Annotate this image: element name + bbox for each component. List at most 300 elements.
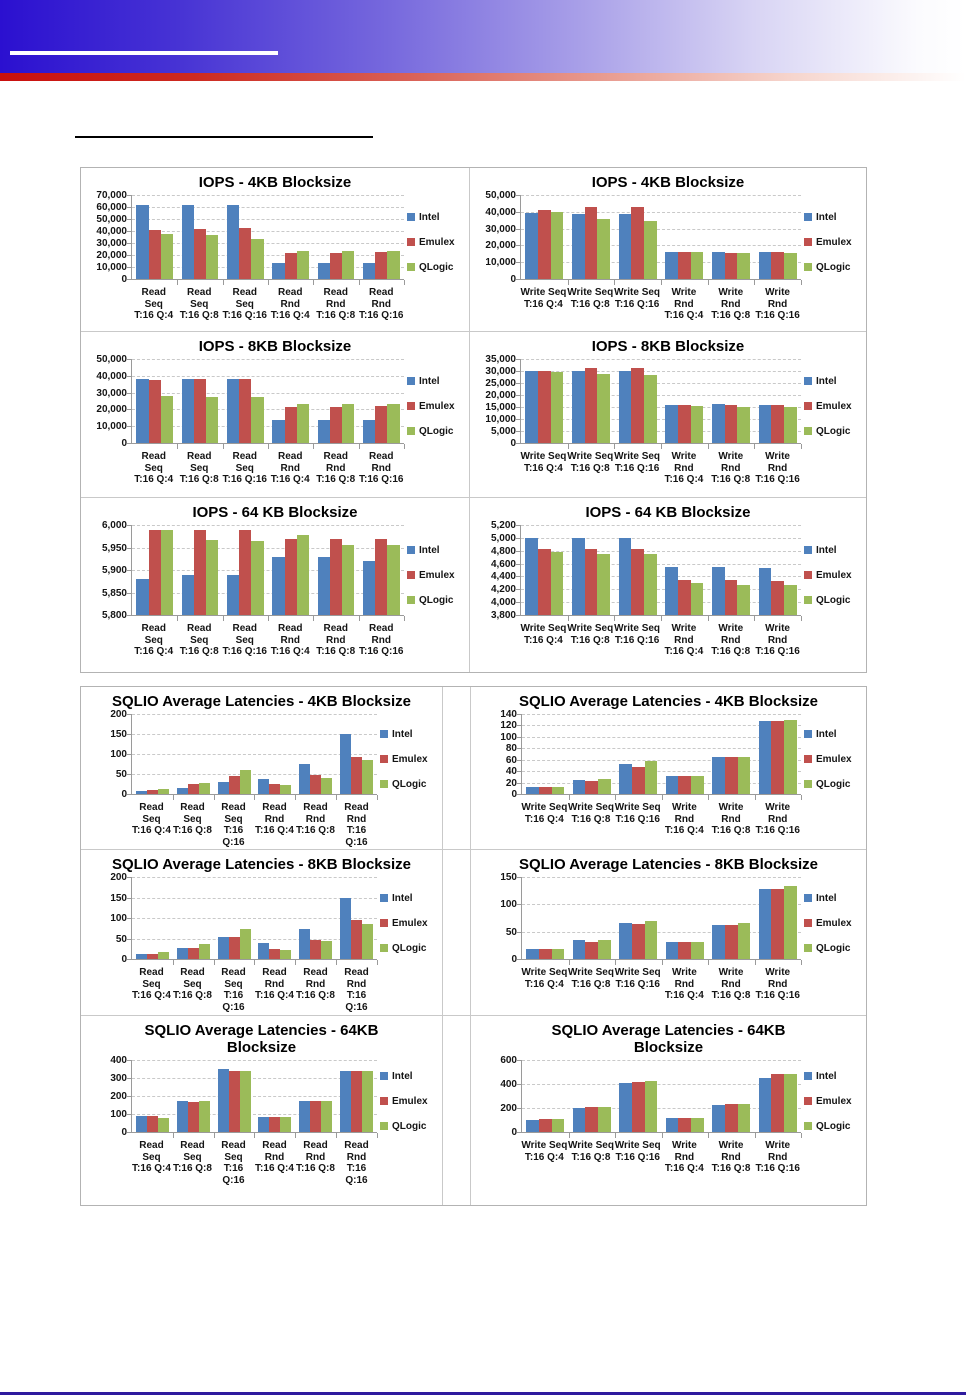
plot-area	[131, 714, 377, 795]
bar-qlogic	[342, 545, 354, 615]
y-axis-tick-label: 150	[110, 892, 127, 904]
bar-group	[708, 1060, 755, 1132]
plot-column	[131, 525, 404, 660]
category-label: Read Seq T:16 Q:16	[221, 967, 246, 1013]
bar-intel	[363, 263, 375, 279]
bar-group	[359, 359, 404, 443]
legend-swatch-icon	[407, 213, 415, 221]
y-axis-tick	[517, 1108, 521, 1109]
y-axis-tick	[517, 760, 521, 761]
bar-intel	[177, 948, 188, 959]
y-axis-tick	[517, 959, 521, 960]
legend-item	[804, 545, 862, 556]
category-label: Read Rnd T:16 Q:4	[255, 967, 294, 1001]
bar-emulex	[194, 530, 206, 616]
legend-label: QLogic	[392, 942, 427, 954]
chart-body	[85, 190, 465, 324]
category-axis	[131, 451, 404, 488]
y-axis-tick	[516, 212, 520, 213]
legend-swatch-icon	[407, 571, 415, 579]
legend-item	[407, 376, 465, 387]
bar-emulex	[285, 407, 297, 443]
legend-item	[407, 595, 465, 606]
bar-group	[662, 877, 709, 959]
bar-groups	[132, 877, 377, 959]
bar-emulex	[585, 549, 598, 615]
category-label: Write Rnd T:16 Q:16	[755, 967, 800, 1001]
chart-body	[85, 709, 438, 850]
bar-emulex	[188, 1102, 199, 1132]
plot-column	[131, 1060, 377, 1188]
category-label: Write Seq T:16 Q:4	[521, 967, 568, 990]
y-axis-tick	[517, 1084, 521, 1085]
bar-qlogic	[552, 949, 565, 959]
bar-qlogic	[161, 396, 173, 443]
y-axis-tick	[127, 898, 131, 899]
y-axis-tick	[127, 1096, 131, 1097]
bar-group	[336, 714, 377, 794]
bar-groups	[521, 195, 801, 279]
bar-qlogic	[251, 397, 263, 443]
bar-qlogic	[387, 404, 399, 443]
y-axis-tick-label: 200	[110, 872, 127, 883]
bar-emulex	[632, 924, 645, 960]
y-axis-tick-label: 5,850	[101, 587, 127, 599]
legend-item	[407, 545, 465, 556]
bar-qlogic	[644, 554, 657, 615]
legend-item	[407, 262, 465, 273]
y-axis-tick-label: 50	[115, 769, 127, 780]
category-label: Write Seq T:16 Q:4	[521, 802, 568, 825]
bar-group	[521, 195, 568, 279]
y-axis-tick	[517, 794, 521, 795]
category-label: Write Seq T:16 Q:16	[614, 623, 661, 646]
legend-item	[804, 893, 862, 904]
bar-emulex	[678, 252, 691, 279]
legend-swatch-icon	[804, 238, 812, 246]
category-axis	[521, 802, 801, 839]
category-label: Write Seq T:16 Q:16	[614, 451, 661, 474]
y-axis	[474, 190, 520, 285]
category-label: Write Rnd T:16 Q:4	[664, 967, 704, 1001]
category-label: Write Rnd T:16 Q:4	[664, 451, 704, 485]
bar-emulex	[539, 1119, 552, 1132]
y-axis-tick-label: 100	[500, 899, 517, 911]
y-axis-tick	[516, 615, 520, 616]
y-axis-tick-label: 50,000	[485, 190, 516, 201]
y-axis-tick	[127, 426, 131, 427]
category-label: Read Seq T:16 Q:16	[221, 1140, 246, 1186]
category-label: Write Rnd T:16 Q:16	[755, 623, 800, 657]
legend	[380, 877, 438, 969]
bar-group	[313, 359, 358, 443]
bar-emulex	[188, 784, 199, 794]
bar-intel	[712, 1105, 725, 1132]
bar-qlogic	[362, 924, 373, 959]
bar-qlogic	[297, 404, 309, 443]
legend-label: Emulex	[419, 569, 455, 581]
bar-intel	[318, 263, 330, 279]
category-label: Read Seq T:16 Q:4	[134, 287, 174, 321]
y-axis-tick-label: 35,000	[485, 354, 516, 365]
bar-group	[754, 195, 801, 279]
y-axis-tick-label: 5,950	[101, 542, 127, 554]
bar-group	[336, 1060, 377, 1132]
bar-groups	[132, 525, 404, 615]
chart-title: IOPS - 64 KB Blocksize	[192, 504, 358, 521]
bar-group	[268, 359, 313, 443]
y-axis-tick-label: 200	[110, 1091, 127, 1102]
y-axis-tick-label: 50	[505, 926, 517, 938]
bar-qlogic	[199, 1101, 210, 1132]
bar-emulex	[149, 230, 161, 279]
bar-qlogic	[645, 761, 658, 794]
bar-qlogic	[551, 372, 564, 443]
y-axis-tick	[516, 407, 520, 408]
bar-groups	[132, 1060, 377, 1132]
bar-group	[359, 525, 404, 615]
plot-area	[131, 195, 404, 280]
bar-emulex	[725, 580, 738, 615]
plot-area	[520, 359, 801, 444]
y-axis-tick-label: 4,000	[490, 597, 516, 609]
category-label: Write Seq T:16 Q:16	[614, 1140, 661, 1163]
bar-intel	[299, 929, 310, 959]
bar-groups	[132, 714, 377, 794]
bar-group	[177, 195, 222, 279]
bar-intel	[136, 205, 148, 279]
y-axis-tick-label: 4,200	[490, 584, 516, 596]
y-axis-tick-label: 4,400	[490, 571, 516, 583]
bar-group	[223, 195, 268, 279]
bar-groups	[522, 1060, 801, 1132]
bar-qlogic	[251, 541, 263, 615]
y-axis-tick	[516, 602, 520, 603]
bar-group	[268, 525, 313, 615]
category-label: Write Rnd T:16 Q:4	[664, 1140, 704, 1174]
legend-item	[804, 237, 862, 248]
y-axis-tick	[516, 538, 520, 539]
bar-intel	[665, 567, 678, 615]
chart-iops-8kb-read	[81, 332, 470, 498]
bar-qlogic	[321, 778, 332, 794]
bar-intel	[227, 575, 239, 616]
chart-title: SQLIO Average Latencies - 64KB Blocksize	[551, 1022, 786, 1056]
iops-charts-box	[80, 167, 867, 673]
category-label: Write Seq T:16 Q:4	[521, 1140, 568, 1163]
bar-qlogic	[387, 545, 399, 615]
bar-intel	[573, 1108, 586, 1132]
bar-qlogic	[738, 923, 751, 959]
y-axis-tick	[516, 443, 520, 444]
sqlio-charts-grid	[81, 687, 866, 1205]
bar-group	[336, 877, 377, 959]
category-axis	[520, 287, 801, 324]
legend-item	[407, 426, 465, 437]
bar-qlogic	[552, 1119, 565, 1132]
legend-item	[804, 401, 862, 412]
legend-item	[804, 779, 862, 790]
plot-area	[131, 525, 404, 616]
bar-emulex	[285, 539, 297, 615]
bar-qlogic	[280, 950, 291, 959]
legend-swatch-icon	[804, 894, 812, 902]
legend-swatch-icon	[380, 755, 388, 763]
chart-iops-64kb-read	[81, 498, 470, 672]
bar-emulex	[310, 775, 321, 794]
bar-group	[569, 1060, 616, 1132]
bar-group	[754, 525, 801, 615]
y-axis-tick	[127, 1060, 131, 1061]
legend-item	[804, 595, 862, 606]
bar-emulex	[771, 581, 784, 615]
legend-item	[407, 212, 465, 223]
category-label: Read Rnd T:16 Q:16	[344, 1140, 369, 1186]
legend-swatch-icon	[380, 1072, 388, 1080]
legend-item	[380, 918, 438, 929]
category-label: Read Seq T:16 Q:8	[179, 287, 219, 321]
bar-emulex	[678, 1118, 691, 1132]
y-axis-tick	[517, 748, 521, 749]
chart-title: IOPS - 8KB Blocksize	[198, 338, 352, 355]
y-axis-tick-label: 30,000	[485, 223, 516, 235]
plot-column	[520, 195, 801, 324]
y-axis-tick	[127, 593, 131, 594]
bar-qlogic	[342, 251, 354, 279]
category-label: Read Seq T:16 Q:16	[222, 623, 267, 657]
y-axis-tick-label: 80	[505, 743, 517, 755]
legend-label: Intel	[816, 211, 837, 223]
y-axis-tick	[517, 725, 521, 726]
legend-label: Emulex	[419, 236, 455, 248]
bar-group	[223, 359, 268, 443]
chart-body	[475, 1055, 862, 1177]
chart-title: SQLIO Average Latencies - 4KB Blocksize	[112, 693, 411, 710]
bar-intel	[665, 405, 678, 443]
y-axis-tick-label: 150	[110, 729, 127, 740]
bar-intel	[619, 538, 632, 616]
category-label: Write Seq T:16 Q:16	[614, 802, 661, 825]
legend-label: Intel	[419, 211, 440, 223]
bar-intel	[619, 923, 632, 959]
bar-intel	[218, 1069, 229, 1132]
y-axis-tick	[127, 376, 131, 377]
category-label: Read Rnd T:16 Q:16	[344, 967, 369, 1013]
legend	[380, 714, 438, 804]
category-label: Read Seq T:16 Q:8	[179, 623, 219, 657]
bar-emulex	[585, 781, 598, 794]
bar-qlogic	[161, 234, 173, 279]
plot-column	[520, 359, 801, 488]
legend-swatch-icon	[380, 780, 388, 788]
chart-iops-4kb-read	[81, 168, 470, 332]
legend	[804, 714, 862, 804]
y-axis-tick-label: 20,000	[485, 390, 516, 401]
y-axis-tick-label: 0	[121, 438, 127, 449]
bar-groups	[132, 359, 404, 443]
y-axis-tick	[516, 589, 520, 590]
y-axis	[85, 190, 131, 285]
bar-emulex	[229, 776, 240, 794]
category-label: Read Seq T:16 Q:4	[132, 802, 171, 836]
bar-emulex	[539, 787, 552, 794]
category-label: Write Seq T:16 Q:8	[568, 967, 614, 990]
bar-qlogic	[362, 1071, 373, 1132]
bar-qlogic	[240, 929, 251, 959]
y-axis-tick-label: 120	[500, 720, 517, 732]
category-axis	[521, 1140, 801, 1177]
chart-iops-4kb-write	[470, 168, 866, 332]
legend-item	[380, 1071, 438, 1082]
bar-emulex	[771, 252, 784, 279]
chart-sqlio-8kb-read	[81, 850, 443, 1016]
bar-group	[214, 1060, 255, 1132]
bar-intel	[526, 949, 539, 959]
bar-qlogic	[784, 720, 797, 794]
legend-label: Intel	[816, 375, 837, 387]
bar-group	[708, 195, 755, 279]
y-axis-tick	[127, 443, 131, 444]
bar-qlogic	[691, 776, 704, 794]
y-axis-tick	[127, 255, 131, 256]
y-axis-tick	[127, 1132, 131, 1133]
bar-group	[614, 525, 661, 615]
bar-qlogic	[240, 1071, 251, 1132]
y-axis-tick-label: 30,000	[96, 238, 127, 249]
legend-label: Emulex	[392, 917, 428, 929]
category-label: Read Rnd T:16 Q:8	[316, 623, 356, 657]
category-label: Write Seq T:16 Q:16	[614, 287, 661, 310]
bar-group	[522, 1060, 569, 1132]
bar-group	[223, 525, 268, 615]
y-axis-tick-label: 400	[500, 1079, 517, 1090]
bar-intel	[218, 782, 229, 794]
plot-area	[131, 1060, 377, 1133]
bar-emulex	[147, 790, 158, 794]
category-label: Write Rnd T:16 Q:8	[711, 967, 751, 1001]
bar-emulex	[269, 784, 280, 794]
legend	[804, 877, 862, 969]
legend-swatch-icon	[380, 919, 388, 927]
category-label: Read Seq T:16 Q:4	[134, 451, 174, 485]
legend-item	[380, 754, 438, 765]
legend-label: QLogic	[419, 261, 454, 273]
category-label: Read Rnd T:16 Q:8	[296, 967, 335, 1001]
bar-group	[755, 714, 802, 794]
category-axis	[521, 967, 801, 1004]
bar-group	[313, 195, 358, 279]
y-axis	[85, 872, 131, 965]
header-white-rule	[10, 51, 278, 55]
legend-swatch-icon	[407, 427, 415, 435]
bar-group	[254, 714, 295, 794]
bar-intel	[712, 404, 725, 443]
category-label: Write Seq T:16 Q:4	[520, 287, 567, 310]
category-label: Read Rnd T:16 Q:4	[270, 623, 310, 657]
category-label: Write Seq T:16 Q:4	[520, 623, 567, 646]
category-label: Write Seq T:16 Q:8	[568, 802, 614, 825]
legend-item	[804, 570, 862, 581]
y-axis-tick	[517, 932, 521, 933]
bar-emulex	[678, 580, 691, 615]
bar-qlogic	[321, 941, 332, 959]
y-axis-tick	[127, 231, 131, 232]
bar-intel	[666, 1118, 679, 1132]
bar-emulex	[678, 405, 691, 443]
chart-sqlio-4kb-read	[81, 687, 443, 850]
y-axis-tick-label: 5,200	[490, 520, 516, 531]
y-axis-tick-label: 0	[511, 1127, 517, 1138]
y-axis-tick-label: 0	[121, 789, 127, 800]
bar-group	[313, 525, 358, 615]
bar-intel	[759, 721, 772, 794]
y-axis-tick-label: 10,000	[96, 262, 127, 273]
y-axis-tick-label: 25,000	[485, 378, 516, 389]
legend-label: Emulex	[392, 1095, 428, 1107]
category-axis	[131, 802, 377, 850]
bar-emulex	[285, 253, 297, 279]
bar-intel	[525, 371, 538, 443]
y-axis-tick-label: 4,600	[490, 558, 516, 570]
y-axis-tick-label: 150	[500, 872, 517, 883]
category-label: Write Rnd T:16 Q:16	[755, 451, 800, 485]
y-axis-tick-label: 200	[110, 709, 127, 720]
bar-qlogic	[738, 757, 751, 794]
y-axis	[475, 709, 521, 800]
bar-emulex	[585, 207, 598, 279]
bar-group	[615, 877, 662, 959]
bar-intel	[619, 214, 632, 280]
category-label: Write Rnd T:16 Q:4	[664, 802, 704, 836]
y-axis-tick	[127, 243, 131, 244]
y-axis-tick-label: 5,000	[490, 532, 516, 544]
category-axis	[520, 623, 801, 660]
bar-group	[268, 195, 313, 279]
category-label: Write Rnd T:16 Q:4	[664, 623, 704, 657]
legend-label: Emulex	[816, 917, 852, 929]
bar-qlogic	[552, 787, 565, 794]
legend-item	[804, 1096, 862, 1107]
bar-emulex	[188, 948, 199, 959]
bar-intel	[177, 788, 188, 794]
bar-qlogic	[240, 770, 251, 794]
y-axis-tick	[516, 419, 520, 420]
bar-groups	[521, 359, 801, 443]
y-axis-tick-label: 400	[110, 1055, 127, 1066]
y-axis-tick	[127, 267, 131, 268]
legend-item	[380, 893, 438, 904]
bar-intel	[136, 1116, 147, 1132]
legend-label: QLogic	[816, 594, 851, 606]
bar-qlogic	[206, 397, 218, 443]
bar-emulex	[330, 539, 342, 615]
plot-column	[520, 525, 801, 660]
bar-intel	[712, 925, 725, 959]
legend-swatch-icon	[804, 546, 812, 554]
legend-swatch-icon	[804, 1122, 812, 1130]
plot-column	[521, 877, 801, 1004]
bar-emulex	[725, 925, 738, 959]
category-label: Write Seq T:16 Q:8	[567, 287, 614, 310]
y-axis-tick-label: 30,000	[96, 387, 127, 399]
y-axis-tick-label: 5,900	[101, 565, 127, 576]
y-axis-tick-label: 15,000	[485, 402, 516, 413]
legend	[804, 1060, 862, 1142]
legend-swatch-icon	[407, 596, 415, 604]
bar-group	[214, 714, 255, 794]
bar-intel	[318, 557, 330, 616]
category-label: Write Rnd T:16 Q:8	[711, 802, 751, 836]
